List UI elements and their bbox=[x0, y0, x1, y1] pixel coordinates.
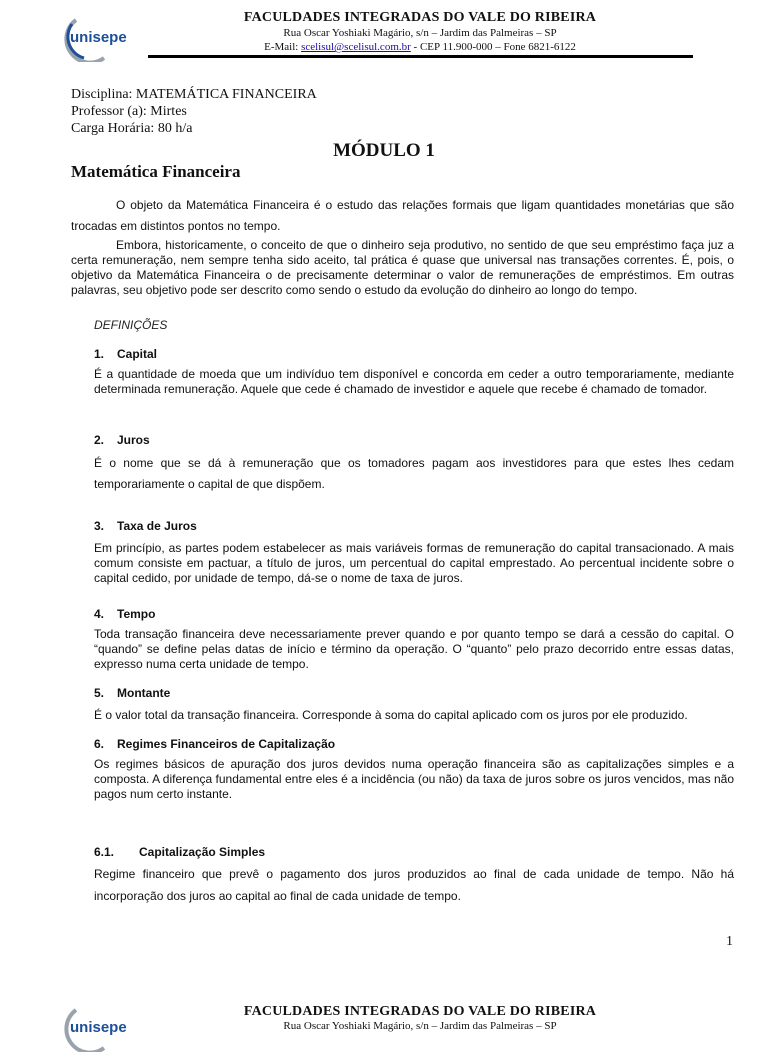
intro-paragraph-2: Embora, historicamente, o conceito de que o dinheiro seja produtivo, no sentido de que seu empréstimo faça juz a certa remuneração, nem sempre tenha sido aceito, tal prática é quase que universal nas transações correntes. É, pois, o objetivo da Matemática Financeira o de precisamente determinar o valor de remunerações de empréstimos. Em outras palavras, seu objetivo pode ser descrito como sendo o estudo da evolução do dinheiro ao longo do tempo. bbox=[71, 238, 734, 297]
footer-address: Rua Oscar Yoshiaki Magário, s/n – Jardim das Palmeiras – SP bbox=[283, 1020, 557, 1032]
item-6-text: Os regimes básicos de apuração dos juros devidos numa operação financeira são as capitalizações simples e a composta. A diferença fundamental entre eles é a incidência (ou não) da taxa de juros sobre os juros vencidos, mas não pagos num certo instante. bbox=[94, 757, 734, 801]
item-4-text: Toda transação financeira deve necessariamente prever quando e por quanto tempo se dará a cessão do capital. O “quando” se define pelas datas de início e término da operação. O “quanto” pelo prazo decorrido entre essas datas, expresso numa certa unidade de tempo. bbox=[94, 627, 734, 671]
footer-logo-wordmark: unisepe bbox=[70, 1019, 127, 1036]
item-1-text: É a quantidade de moeda que um indivíduo tem disponível e concorda em ceder a outro temporariamente, mediante determinada remuneração. Aquele que cede é chamado de investidor e aquele que recebe é chamado de tomador. bbox=[94, 367, 734, 396]
definicoes-label: DEFINIÇÕES bbox=[94, 318, 168, 332]
header-rule bbox=[148, 55, 693, 58]
item-3-text: Em princípio, as partes podem estabelecer as mais variáveis formas de remuneração do capital transacionado. A mais comum consiste em pactuar, a título de juros, um percentual do capital emprestado. Ao percentual incidente sobre o capital cedido, por unidade de tempo, dá-se o nome de taxa de juros. bbox=[94, 541, 734, 585]
item-2-heading: 2. Juros bbox=[94, 433, 150, 447]
page-number: 1 bbox=[726, 934, 733, 949]
disciplina: Disciplina: MATEMÁTICA FINANCEIRA bbox=[71, 87, 317, 102]
footer-title: FACULDADES INTEGRADAS DO VALE DO RIBEIRA bbox=[243, 1004, 597, 1019]
header-contact bbox=[160, 41, 680, 53]
item-4-heading: 4. Tempo bbox=[94, 607, 156, 621]
item-5-text: É o valor total da transação financeira. Corresponde à soma do capital aplicado com os juros por ele produzido. bbox=[94, 708, 688, 722]
professor: Professor (a): Mirtes bbox=[71, 104, 187, 119]
intro-paragraph-1: O objeto da Matemática Financeira é o estudo das relações formais que ligam quantidades monetárias que são trocadas em distintos pontos no tempo. bbox=[71, 198, 734, 233]
item-1-heading: 1. Capital bbox=[94, 347, 158, 361]
carga-horaria: Carga Horária: 80 h/a bbox=[71, 121, 193, 136]
header-title: FACULDADES INTEGRADAS DO VALE DO RIBEIRA bbox=[243, 10, 597, 25]
unisepe-logo bbox=[64, 14, 154, 62]
header-address: Rua Oscar Yoshiaki Magário, s/n – Jardim das Palmeiras – SP bbox=[283, 27, 557, 39]
item-6-heading: 6. Regimes Financeiros de Capitalização bbox=[94, 737, 336, 751]
module-title: MÓDULO 1 bbox=[333, 140, 435, 161]
item-6-1-text: Regime financeiro que prevê o pagamento dos juros produzidos ao final de cada unidade de tempo. Não há incorporação dos juros ao capital ao final de cada unidade de tempo. bbox=[94, 867, 734, 903]
email-label: E-Mail: bbox=[264, 41, 302, 53]
item-5-heading: 5. Montante bbox=[94, 686, 171, 700]
logo-wordmark: unisepe bbox=[70, 29, 127, 46]
item-2-text: É o nome que se dá à remuneração que os tomadores pagam aos investidores para que estes lhes cedam temporariamente o capital de que dispõem. bbox=[94, 456, 734, 491]
item-3-heading: 3. Taxa de Juros bbox=[94, 519, 197, 533]
footer-logo bbox=[64, 1004, 154, 1052]
contact-info: - CEP 11.900-000 – Fone 6821-6122 bbox=[410, 41, 576, 53]
email-link[interactable]: scelisul@scelisul.com.br bbox=[301, 41, 411, 53]
section-title: Matemática Financeira bbox=[71, 162, 241, 181]
item-6-1-heading: 6.1. Capitalização Simples bbox=[94, 845, 266, 859]
